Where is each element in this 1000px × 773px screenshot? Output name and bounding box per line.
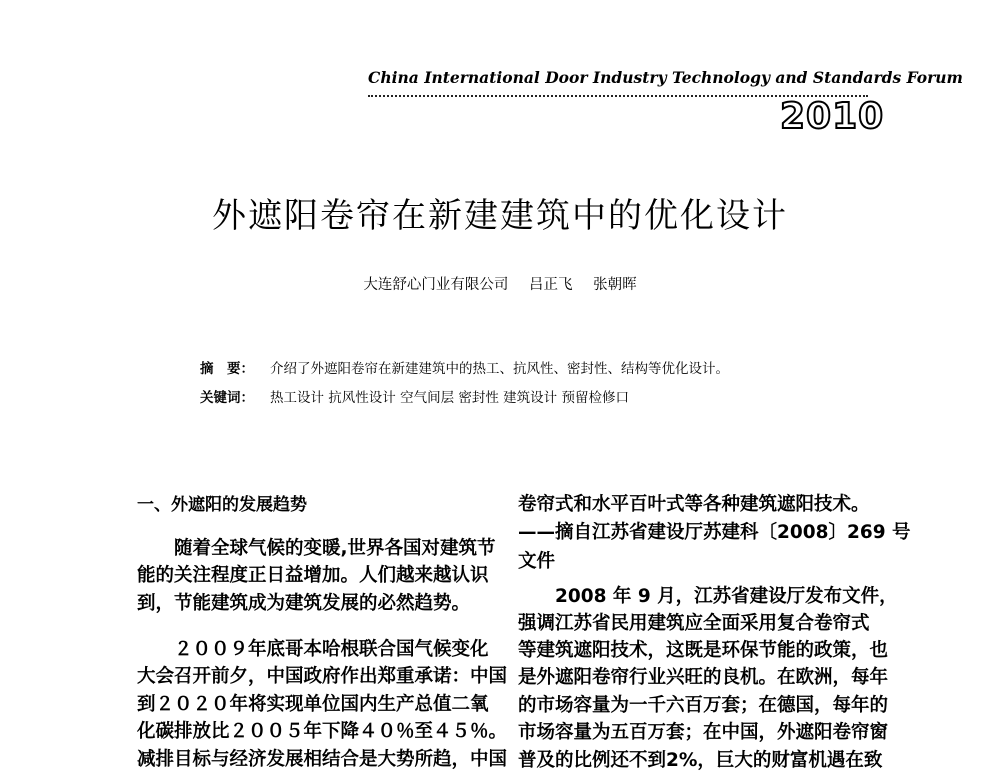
body-line: 文件 — [518, 551, 556, 572]
body-line: 到２０２０年将实现单位国内生产总值二氧 — [137, 694, 489, 715]
author-name: 张朝晖 — [593, 277, 637, 293]
body-line: 2008 年 9 月，江苏省建设厅发布文件， — [518, 586, 898, 607]
paper-title: 外遮阳卷帘在新建建筑中的优化设计 — [212, 196, 788, 236]
body-line: 到，节能建筑成为建筑发展的必然趋势。 — [137, 593, 471, 614]
abstract — [200, 357, 729, 377]
authors — [0, 273, 1000, 294]
body-line: 普及的比例还不到2%，巨大的财富机遇在致 — [518, 750, 883, 771]
keywords-label: 关键词： — [200, 390, 254, 406]
body-line: 化碳排放比２００５年下降４０％至４５％。 — [137, 721, 508, 742]
abstract-text: 介绍了外遮阳卷帘在新建建筑中的热工、抗风性、密封性、结构等优化设计。 — [270, 361, 729, 377]
body-line: 减排目标与经济发展相结合是大势所趋，中国 — [137, 749, 508, 770]
body-line: ——摘自江苏省建设厅苏建科〔2008〕269 号 — [518, 522, 911, 543]
body-line: 随着全球气候的变暖,世界各国对建筑节 — [137, 538, 496, 559]
keywords — [200, 386, 629, 406]
body-line: 是外遮阳卷帘行业兴旺的良机。在欧洲，每年 — [518, 667, 889, 688]
forum-year: 2010 — [780, 96, 885, 137]
author-name: 吕正飞 — [529, 277, 573, 293]
affiliation: 大连舒心门业有限公司 — [363, 277, 509, 293]
body-line: 大会召开前夕，中国政府作出郑重承诺：中国 — [137, 666, 508, 687]
body-line: 的市场容量为一千六百万套；在德国，每年的 — [518, 695, 889, 716]
body-line: 卷帘式和水平百叶式等各种建筑遮阳技术。 — [518, 494, 870, 515]
body-line: 强调江苏省民用建筑应全面采用复合卷帘式 — [518, 613, 870, 634]
body-line: 市场容量为五百万套；在中国，外遮阳卷帘窗 — [518, 722, 889, 743]
keywords-text: 热工设计 抗风性设计 空气间层 密封性 建筑设计 预留检修口 — [270, 390, 629, 406]
abstract-label: 摘 要： — [200, 361, 254, 377]
forum-header: China International Door Industry Technology and Standards Forum — [368, 68, 963, 87]
body-line: 能的关注程度正日益增加。人们越来越认识 — [137, 565, 489, 586]
body-line: ２００９年底哥本哈根联合国气候变化 — [137, 639, 489, 660]
body-line: 等建筑遮阳技术，这既是环保节能的政策，也 — [518, 640, 889, 661]
section-heading: 一、外遮阳的发展趋势 — [137, 495, 307, 515]
